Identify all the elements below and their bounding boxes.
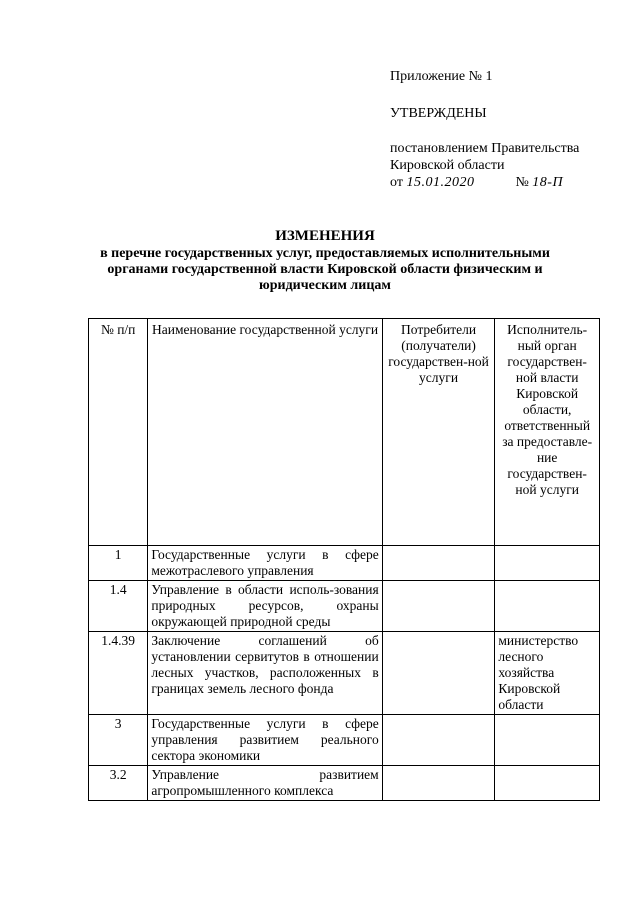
approval-block <box>390 68 620 191</box>
row-number: 1 <box>89 546 148 581</box>
table-header-row <box>89 319 600 546</box>
row-consumers <box>382 766 495 801</box>
appendix-label: Приложение № 1 <box>390 69 493 84</box>
decree-number: 18-П <box>532 175 564 190</box>
row-service-name: Государственные услуги в сфере управления развитием реального сектора экономики <box>148 715 382 766</box>
row-authority <box>495 581 600 632</box>
decree-date-line <box>390 174 620 191</box>
title-heading: ИЗМЕНЕНИЯ <box>275 228 375 244</box>
row-service-name: Заключение соглашений об установлении сервитутов в отношении лесных участков, расположенных в границах земель лесного фонда <box>148 632 382 715</box>
row-authority <box>495 715 600 766</box>
table-row <box>89 766 600 801</box>
services-table <box>88 318 600 801</box>
table-row <box>89 715 600 766</box>
row-authority: министерство лесного хозяйства Кировской области <box>495 632 600 715</box>
table-row <box>89 632 600 715</box>
document-title <box>70 228 580 294</box>
row-service-name: Государственные услуги в сфере межотраслевого управления <box>148 546 382 581</box>
header-number: № п/п <box>89 319 148 546</box>
approved-label: УТВЕРЖДЕНЫ <box>390 106 487 121</box>
header-service-name: Наименование государственной услуги <box>148 319 382 546</box>
row-authority <box>495 766 600 801</box>
row-consumers <box>382 581 495 632</box>
row-number: 1.4.39 <box>89 632 148 715</box>
header-consumers: Потребители (получатели) государствен-ной услуги <box>382 319 495 546</box>
decree-date: 15.01.2020 <box>406 175 475 190</box>
row-service-name: Управление развитием агропромышленного комплекса <box>148 766 382 801</box>
title-subtitle: в перечне государственных услуг, предоставляемых исполнительными органами государственной власти Кировской области физическим и юридическим лицам <box>100 246 550 293</box>
header-authority: Исполнитель-ный орган государствен-ной власти Кировской области, ответственный за предоставле-ние государствен-ной услуги <box>495 319 600 546</box>
from-label: от <box>390 175 403 190</box>
table-row <box>89 546 600 581</box>
decree-authority: Кировской области <box>390 158 505 173</box>
row-number: 1.4 <box>89 581 148 632</box>
number-label: № <box>515 175 529 190</box>
row-consumers <box>382 715 495 766</box>
row-number: 3.2 <box>89 766 148 801</box>
decree-line: постановлением Правительства <box>390 141 580 156</box>
row-service-name: Управление в области исполь-зования природных ресурсов, охраны окружающей природной среды <box>148 581 382 632</box>
row-consumers <box>382 546 495 581</box>
row-number: 3 <box>89 715 148 766</box>
table-row <box>89 581 600 632</box>
row-authority <box>495 546 600 581</box>
row-consumers <box>382 632 495 715</box>
